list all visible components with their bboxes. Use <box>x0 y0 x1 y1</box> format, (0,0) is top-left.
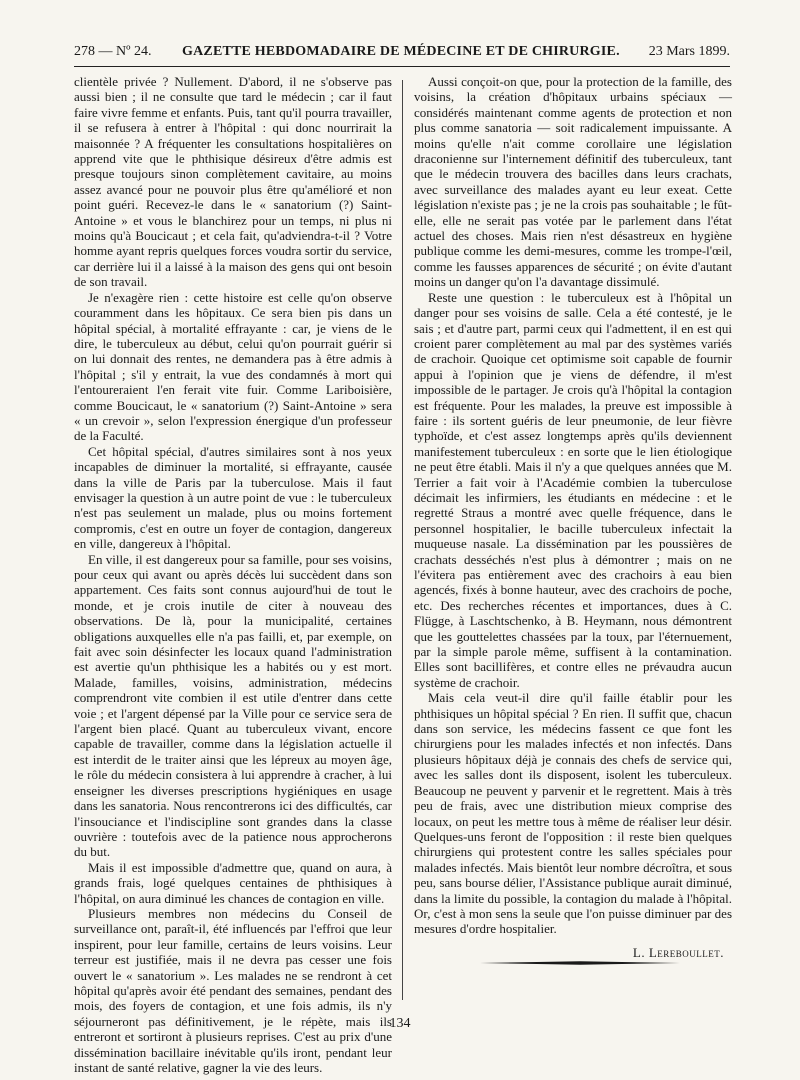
column-divider <box>402 80 403 1000</box>
issue-date: 23 Mars 1899. <box>648 44 730 59</box>
author-signature: L. Lereboullet. <box>632 944 724 960</box>
left-paragraph-3: Cet hôpital spécial, d'autres similaires sont à nos yeux incapables de diminuer la mortalité, si effrayante, causée dans la ville de Paris par la tuberculose. Mais il faut envisager la question à un autre point de vue : le tuberculeux n'est pas seulement un malade, plus ou moins fortement compromis, c'est en outre un foyer de contagion, dangereux en ville, dangereux à l'hôpital. <box>74 443 392 552</box>
left-column <box>74 74 392 1075</box>
right-paragraph-1: Aussi conçoit-on que, pour la protection de la famille, des voisins, la création d'hôpitaux urbains spéciaux — considérés maintenant comme agents de protection et non plus comme sanatoria — soit radicalement impuissante. A moins qu'elle n'ait comme corollaire une législation draconienne sur l'internement définitif des tuberculeux, tant que le médecin trouvera des bacilles dans leurs crachats, avec surveillance des malades ayant eu leur exeat. Cette législation n'existe pas ; je ne la crois pas souhaitable ; le fût-elle, elle ne serait pas votée par le parlement dans l'état actuel des choses. Mais rien n'est désastreux en hygiène publique comme les demi-mesures, comme les trompe-l'œil, comme les fausses apparences de sécurité ; on évite d'autant moins un danger qu'on l'a davantage dissimulé. <box>414 74 732 290</box>
page-number: 134 <box>389 1016 411 1031</box>
running-header <box>74 36 730 67</box>
journal-title: GAZETTE HEBDOMADAIRE DE MÉDECINE ET DE CHIRURGIE. <box>182 44 620 59</box>
left-paragraph-1: clientèle privée ? Nullement. D'abord, il ne s'observe pas aussi bien ; il ne consulte que tard le médecin ; car il faut faire vivre femme et enfants. Puis, tant qu'il pourra travailler, il se refusera à entrer à l'hôpital : qui donc nourrirait la maisonnée ? A fréquenter les consultations hospitalières on apprend vite que le phthisique désireux d'être admis est presque toujours sinon complètement cavitaire, au moins assez avancé pour ne pouvoir plus être qu'amélioré et non point guéri. Recevez-le dans le « sanatorium (?) Saint-Antoine » et vous le blanchirez pour un temps, ni plus ni moins qu'à Boucicaut ; et cela fait, qu'adviendra-t-il ? Votre homme ayant repris quelques forces voudra sortir du service, car derrière lui il a laissé à la maison des gens qui ont besoin de son travail. <box>74 74 392 290</box>
page-issue-number: 278 — Nº 24. <box>74 44 152 59</box>
left-paragraph-4: En ville, il est dangereux pour sa famille, pour ses voisins, pour ceux qui avant ou après décès lui succèdent dans son appartement. Ces faits sont connus aujourd'hui de tout le monde, et je crois inutile de citer à nouveau des observations. De là, pour la municipalité, certaines obligations auxquelles elle n'a pas failli, et, par exemple, on fait avec soin désinfecter les locaux quand l'administration est avertie qu'un phthisique les a habités ou y est mort. Malade, familles, voisins, administration, médecins comprendront vite combien il est utile d'entrer dans cette voie ; et l'argent dépensé par la Ville pour ce service sera de l'argent bien placé. Quant au tuberculeux vivant, encore capable de travailler, comme dans la législation actuelle il est interdit de le traiter ainsi que les lépreux au moyen âge, le rôle du médecin consistera à lui apprendre à cracher, à lui enseigner les diverses prescriptions hygiéniques en usage dans les sanatoria. Nous rencontrerons ici des difficultés, car l'insouciance et l'indiscipline sont grandes dans la classe ouvrière : toutefois avec de la patience nous approcherons du but. <box>74 551 392 860</box>
right-paragraph-2: Reste une question : le tuberculeux est à l'hôpital un danger pour ses voisins de salle. Cela a été contesté, je le sais ; et d'autre part, parmi ceux qui l'admettent, il en est qui croient parer complètement au mal par des systèmes variés de crachoir. Quoique cet optimisme soit capable de fournir appui à l'opinion que je viens de défendre, il m'est impossible de le partager. Je crois qu'à l'hôpital la contagion est fréquente. Pour les malades, la preuve est impossible à faire : ils sortent guéris de leur pneumonie, de leur fièvre typhoïde, et c'est assez longtemps après qu'ils deviennent manifestement tuberculeux : en sorte que le lien étiologique ne peut être établi. Mais il n'y a que quelques années que M. Terrier a fait voir à l'Académie combien la tuberculose décimait les infirmiers, les étudiants en médecine : et le regretté Straus a montré avec quelle fréquence, dans le personnel hospitalier, le bacille tuberculeux infectait la muqueuse nasale. La dissémination par les poussières de crachats desséchés n'est plus à démontrer ; mais on ne l'évitera pas entièrement avec des crachoirs à eau bien agencés, fixés à bonne hauteur, avec des crachoirs de poche, etc. Des recherches récentes et importances, dues à C. Flügge, à Laschtschenko, à B. Heymann, nous démontrent que les gouttelettes chassées par la toux, par l'éternuement, par la simple parole même, suffisent à la contamination. Elles sont bacillifères, et contre elles ne prévaudra aucun système de crachoir. <box>414 289 732 690</box>
left-paragraph-2: Je n'exagère rien : cette histoire est celle qu'on observe couramment dans les hôpitaux. Ce sera bien pis dans un hôpital spécial, à mortalité effrayante : car, je viens de le dire, le tuberculeux au début, celui qu'on pourrait guérir si on lui donnait des rentes, ne demandera pas à être admis à l'hôpital ; s'il y entrait, la vue des condamnés à mort qui l'entoureraient l'en ferait vite fuir. Comme Lariboisière, comme Boucicaut, le « sanatorium (?) Saint-Antoine » sera « un crevoir », selon l'expression énergique d'un professeur de la Faculté. <box>74 289 392 444</box>
right-column <box>414 74 732 1008</box>
left-paragraph-6: Plusieurs membres non médecins du Conseil de surveillance ont, paraît-il, été influencés par l'effroi que leur inspirent, pour leur famille, certains de leurs voisins. Leur terreur est justifiée, mais il ne devra pas cesser une fois ouvert le « sanatorium ». Les malades ne se rendront à cet hôpital qu'après avoir été pendant des semaines, pendant des mois, des foyers de contagion, et une fois admis, ils n'y séjourneront pas définitivement, je le répète, mais ils entreront et sortiront à plusieurs reprises. C'est au prix d'une dissémination bacillaire inévitable qu'ils iront, pendant leur instant de santé relative, gagner la vie des leurs. <box>74 905 392 1075</box>
end-of-article-rule <box>480 960 680 966</box>
left-paragraph-5: Mais il est impossible d'admettre que, quand on aura, à grands frais, logé quelques centaines de phthisiques à l'hôpital, on aura diminué les chances de contagion en ville. <box>74 859 392 906</box>
right-paragraph-3: Mais cela veut-il dire qu'il faille établir pour les phthisiques un hôpital spécial ? En rien. Il suffit que, chacun dans son service, les médecins fassent ce que font les chirurgiens pour les malades infectés et non infectés. Dans plusieurs hôpitaux déjà je connais des chefs de service qui, avec les salles dont ils disposent, isolent les tuberculeux. Beaucoup ne peuvent y parvenir et le regrettent. Mais à très peu de frais, avec une distribution mieux comprise des locaux, on peut les mettre tous à même de réaliser leur désir. Quelques-uns feront de l'opposition : il reste bien quelques chirurgiens qui protestent contre les salles spéciales pour malades infectés. Mais bientôt leur nombre décroîtra, et sous peu, sans bourse délier, l'Assistance publique aurait diminué, dans la limite du possible, la contagion du malade à l'hôpital. Or, c'est à mon sens la seule que l'on puisse diminuer par des mesures d'ordre hospitalier. <box>414 690 732 937</box>
